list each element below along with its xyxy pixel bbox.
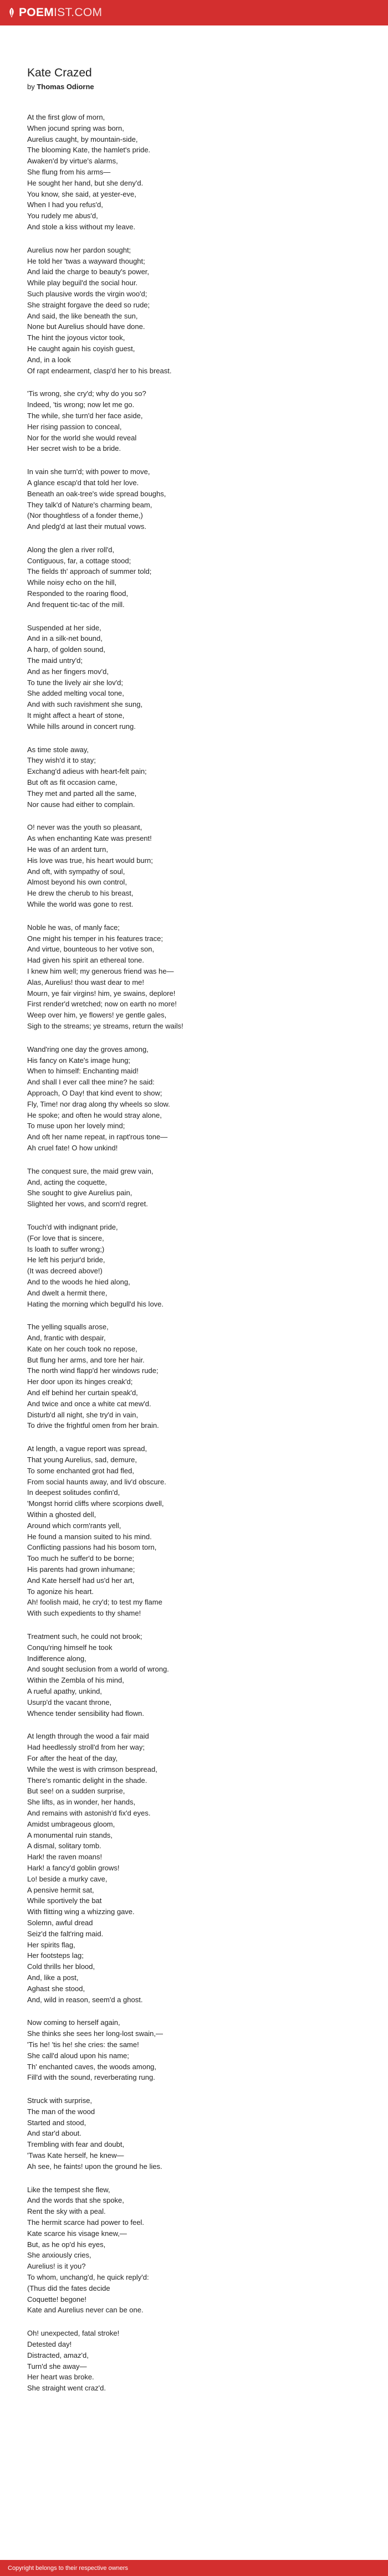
poem-line: That young Aurelius, sad, demure, xyxy=(27,1456,137,1464)
poem-line: (Thus did the fates decide xyxy=(27,2284,110,2292)
poem-line: 'Mongst horrid cliffs where scorpions dwell, xyxy=(27,1499,164,1508)
poem-line: Aurelius! is it you? xyxy=(27,2262,86,2271)
site-logo[interactable] xyxy=(8,6,102,19)
poem-line: While noisy echo on the hill, xyxy=(27,578,117,587)
poem-line: He drew the cherub to his breast, xyxy=(27,889,134,898)
poem-line: To some enchanted grot had fled, xyxy=(27,1466,134,1475)
poem-line: Kate scarce his visage knew,— xyxy=(27,2229,127,2238)
poem-line: But, as he op'd his eyes, xyxy=(27,2240,106,2249)
poem-line: She thinks she sees her long-lost swain,— xyxy=(27,2029,163,2038)
poem-line: Contiguous, far, a cottage stood; xyxy=(27,556,131,565)
poem-line: Seiz'd the falt'ring maid. xyxy=(27,1929,104,1938)
poem-line: The while, she turn'd her face aside, xyxy=(27,411,143,420)
poem-line: And elf behind her curtain speak'd, xyxy=(27,1389,138,1397)
poem-line: Kate and Aurelius never can be one. xyxy=(27,2306,144,2315)
poem-line: They wish'd it to stay; xyxy=(27,756,96,765)
poem-line: Ah cruel fate! O how unkind! xyxy=(27,1143,118,1152)
poem-line: Awaken'd by virtue's alarms, xyxy=(27,157,118,166)
poem-line: There's romantic delight in the shade. xyxy=(27,1776,147,1785)
poem-line: The blooming Kate, the hamlet's pride. xyxy=(27,146,151,155)
poem-line: A pensive hermit sat, xyxy=(27,1885,94,1894)
stanza xyxy=(27,1222,388,1309)
poem-line: She added melting vocal tone, xyxy=(27,689,124,698)
poem-line: And in a silk-net bound, xyxy=(27,634,103,643)
poem-line: As when enchanting Kate was present! xyxy=(27,834,152,843)
poem-line: Alas, Aurelius! thou wast dear to me! xyxy=(27,978,144,986)
poem-line: (It was decreed above!) xyxy=(27,1267,103,1276)
poem-line: 'Twas Kate herself, he knew— xyxy=(27,2151,124,2160)
quill-pen-icon xyxy=(8,7,16,18)
poem-line: Solemn, awful dread xyxy=(27,1918,93,1927)
poem-line: He left his perjur'd bride, xyxy=(27,1256,105,1264)
poem-line: But see! on a sudden surprise, xyxy=(27,1787,125,1796)
poem-line: Ah! foolish maid, he cry'd; to test my flame xyxy=(27,1598,162,1607)
stanza xyxy=(27,2095,388,2172)
poem-line: To whom, unchang'd, he quick reply'd: xyxy=(27,2273,149,2282)
poem-line: He told her 'twas a wayward thought; xyxy=(27,256,145,265)
poem-line: She straight went craz'd. xyxy=(27,2384,106,2393)
poem-line: Oh! unexpected, fatal stroke! xyxy=(27,2329,120,2338)
poem-line: Aghast she stood, xyxy=(27,1984,85,1993)
poem-line: And the words that she spoke, xyxy=(27,2196,124,2205)
poem-line: Of rapt endearment, clasp'd her to his breast. xyxy=(27,366,172,375)
poem-line: Almost beyond his own control, xyxy=(27,878,127,887)
poem-line: From social haunts away, and liv'd obscure. xyxy=(27,1477,166,1486)
poem-line: To muse upon her lovely mind; xyxy=(27,1122,125,1130)
poem-line: And said, the like beneath the sun, xyxy=(27,311,138,320)
poem-container xyxy=(0,25,388,2394)
poem-line: Hark! the raven moans! xyxy=(27,1853,103,1862)
poem-line: And oft, with sympathy of soul, xyxy=(27,867,125,876)
poem-line: And shall I ever call thee mine? he said: xyxy=(27,1078,155,1087)
poem-line: The fields th' approach of summer told; xyxy=(27,567,152,576)
footer xyxy=(0,2560,388,2576)
stanza xyxy=(27,922,388,1032)
stanza xyxy=(27,245,388,377)
poem-line: Ah see, he faints! upon the ground he lies. xyxy=(27,2162,162,2171)
poem-line: To tune the lively air she lov'd; xyxy=(27,678,124,687)
copyright-text: Copyright belongs to their respective owners xyxy=(8,2564,129,2572)
poem-line: As time stole away, xyxy=(27,745,89,754)
poem-line: Weep over him, ye flowers! ye gentle gales, xyxy=(27,1011,167,1020)
poem-line: He was of an ardent turn, xyxy=(27,845,108,854)
poem-line: Fill'd with the sound, reverberating rung. xyxy=(27,2073,155,2082)
stanza xyxy=(27,112,388,233)
poem-line: The hermit scarce had power to feel. xyxy=(27,2218,144,2227)
poem-line: The conquest sure, the maid grew vain, xyxy=(27,1166,154,1175)
poem-line: Aurelius now her pardon sought; xyxy=(27,245,131,254)
poem-line: To drive the frightful omen from her brain. xyxy=(27,1421,159,1430)
poem-line: His parents had grown inhumane; xyxy=(27,1565,135,1574)
poem-line: Conflicting passions had his bosom torn, xyxy=(27,1543,157,1552)
poem-line: Trembling with fear and doubt, xyxy=(27,2140,125,2149)
poem-line: Within the Zembla of his mind, xyxy=(27,1676,124,1685)
poem-line: For after the heat of the day, xyxy=(27,1754,118,1762)
poem-line: Treatment such, he could not brook; xyxy=(27,1632,142,1641)
author-link[interactable]: Thomas Odiorne xyxy=(37,83,94,91)
stanza xyxy=(27,623,388,732)
poem-line: While play beguil'd the social hour. xyxy=(27,279,138,287)
poem-line: Indeed, 'tis wrong; now let me go. xyxy=(27,400,135,409)
poem-line: She anxiously cries, xyxy=(27,2251,91,2260)
poem-line: And Kate herself had us'd her art, xyxy=(27,1576,135,1585)
poem-line: When to himself: Enchanting maid! xyxy=(27,1067,139,1076)
stanza xyxy=(27,744,388,810)
poem-line: And with such ravishment she sung, xyxy=(27,700,143,709)
poem-line: At the first glow of morn, xyxy=(27,113,105,121)
poem-line: Touch'd with indignant pride, xyxy=(27,1222,118,1231)
poem-line: None but Aurelius should have done. xyxy=(27,322,145,331)
poem-line: At length, a vague report was spread, xyxy=(27,1444,147,1453)
poem-line: And twice and once a white cat mew'd. xyxy=(27,1399,151,1408)
poem-line: While hills around in concert rung. xyxy=(27,722,136,731)
poem-line: Such plausive words the virgin woo'd; xyxy=(27,289,147,298)
poem-line: He found a mansion suited to his mind. xyxy=(27,1532,152,1541)
poem-line: She straight forgave the deed so rude; xyxy=(27,300,150,309)
poem-line: And, wild in reason, seem'd a ghost. xyxy=(27,1995,143,2004)
poem-line: Fly, Time! nor drag along thy wheels so slow. xyxy=(27,1099,170,1108)
stanza xyxy=(27,1044,388,1154)
poem-line: The yelling squalls arose, xyxy=(27,1323,109,1331)
poem-line: At length through the wood a fair maid xyxy=(27,1732,149,1741)
poem-line: Lo! beside a murky cave, xyxy=(27,1874,108,1883)
poem-line: Her secret wish to be a bride. xyxy=(27,444,121,453)
poem-line: Kate on her couch took no repose, xyxy=(27,1344,137,1353)
poem-line: Along the glen a river roll'd, xyxy=(27,545,115,554)
poem-line: Detested day! xyxy=(27,2340,72,2349)
poem-line: Her spirits flag, xyxy=(27,1940,75,1949)
poem-line: (For love that is sincere, xyxy=(27,1233,104,1242)
poem-line: Mourn, ye fair virgins! him, ye swains, deplore! xyxy=(27,989,176,998)
poem-line: His fancy on Kate's image hung; xyxy=(27,1056,131,1065)
poem-line: She sought to give Aurelius pain, xyxy=(27,1189,132,1197)
poem-line: Conqu'ring himself he took xyxy=(27,1643,113,1652)
poem-line: First render'd wretched; now on earth no more! xyxy=(27,1000,177,1009)
poem-line: A rueful apathy, unkind, xyxy=(27,1687,102,1695)
poem-line: Her rising passion to conceal, xyxy=(27,422,122,431)
poem-line: One might his temper in his features trace; xyxy=(27,934,163,943)
poem-line: While the world was gone to rest. xyxy=(27,900,134,908)
stanza xyxy=(27,1443,388,1619)
stanza xyxy=(27,2184,388,2316)
poem-line: Slighted her vows, and scorn'd regret. xyxy=(27,1200,148,1209)
poem-line: And pledg'd at last their mutual vows. xyxy=(27,522,146,531)
poem-line: In deepest solitudes confin'd, xyxy=(27,1488,120,1497)
top-bar xyxy=(0,0,388,25)
poem-line: Around which corm'rants yell, xyxy=(27,1521,121,1530)
poem-line: A glance escap'd that told her love. xyxy=(27,478,139,487)
poem-line: She call'd aloud upon his name; xyxy=(27,2051,129,2060)
poem-line: While sportively the bat xyxy=(27,1896,102,1905)
poem-line: Wand'ring one day the groves among, xyxy=(27,1045,149,1053)
poem-line: And, in a look xyxy=(27,355,71,364)
poem-line: Beneath an oak-tree's wide spread boughs, xyxy=(27,489,166,498)
poem-line: Too much he suffer'd to be borne; xyxy=(27,1554,135,1563)
poem-line: His love was true, his heart would burn; xyxy=(27,856,153,865)
poem-line: Within a ghosted dell, xyxy=(27,1510,96,1519)
poem-line: And virtue, bounteous to her votive son, xyxy=(27,945,155,954)
poem-line: Had given his spirit an ethereal tone. xyxy=(27,956,145,965)
poem-line: He sought her hand, but she deny'd. xyxy=(27,178,144,187)
poem-line: And star'd about. xyxy=(27,2129,81,2138)
poem-line: Amidst umbrageous gloom, xyxy=(27,1819,115,1828)
poem-line: And dwelt a hermit there, xyxy=(27,1288,108,1297)
stanza xyxy=(27,1731,388,2005)
poem-line: Like the tempest she flew, xyxy=(27,2185,110,2194)
poem-line: She lifts, as in wonder, her hands, xyxy=(27,1798,136,1807)
poem-line: He caught again his coyish guest, xyxy=(27,344,135,353)
poem-line: Usurp'd the vacant throne, xyxy=(27,1698,112,1706)
poem-line: (Nor thoughtless of a fonder theme,) xyxy=(27,511,143,520)
by-label: by xyxy=(27,83,35,91)
poem-line: You rudely me abus'd, xyxy=(27,212,98,220)
byline xyxy=(27,83,388,91)
poem-line: Aurelius caught, by mountain-side, xyxy=(27,135,138,143)
poem-line: O! never was the youth so pleasant, xyxy=(27,823,142,832)
poem-line: Suspended at her side, xyxy=(27,623,101,632)
poem-line: And, like a post, xyxy=(27,1973,79,1982)
poem-line: And remains with astonish'd fix'd eyes. xyxy=(27,1808,151,1817)
poem-line: I knew him well; my generous friend was he— xyxy=(27,966,174,975)
poem-line: Indifference along, xyxy=(27,1654,86,1663)
poem-line: And to the woods he hied along, xyxy=(27,1277,130,1286)
stanza xyxy=(27,544,388,610)
poem-line: Is loath to suffer wrong;) xyxy=(27,1245,105,1253)
poem-line: Her door upon its hinges creak'd; xyxy=(27,1377,133,1386)
poem-line: A monumental ruin stands, xyxy=(27,1831,113,1839)
poem-line: When I had you refus'd, xyxy=(27,200,103,209)
poem-line: Started and stood, xyxy=(27,2118,86,2127)
poem-line: Noble he was, of manly face; xyxy=(27,923,120,932)
poem-line: They talk'd of Nature's charming beam, xyxy=(27,500,152,509)
poem-line: Hark! a fancy'd goblin grows! xyxy=(27,1863,120,1872)
stanza xyxy=(27,466,388,532)
poem-line: To agonize his heart. xyxy=(27,1587,94,1596)
poem-line: And laid the charge to beauty's power, xyxy=(27,268,150,276)
poem-line: And sought seclusion from a world of wrong. xyxy=(27,1665,169,1674)
poem-line: Disturb'd all night, she try'd in vain, xyxy=(27,1410,139,1419)
poem-line: And frequent tic-tac of the mill. xyxy=(27,600,125,609)
poem-line: While the west is with crimson bespread, xyxy=(27,1765,157,1773)
poem-line: Nor for the world she would reveal xyxy=(27,433,137,442)
poem-line: Sigh to the streams; ye streams, return the wails! xyxy=(27,1021,183,1030)
stanza xyxy=(27,2017,388,2083)
stanza xyxy=(27,822,388,909)
poem-line: When jocund spring was born, xyxy=(27,124,124,132)
stanza xyxy=(27,1166,388,1210)
poem-line: A harp, of golden sound, xyxy=(27,645,105,654)
poem-line: It might affect a heart of stone, xyxy=(27,711,125,720)
stanza xyxy=(27,1631,388,1719)
poem-line: And stole a kiss without my leave. xyxy=(27,222,136,231)
stanza xyxy=(27,1322,388,1431)
poem-body xyxy=(27,112,388,2394)
poem-line: But oft as fit occasion came, xyxy=(27,778,118,787)
stanza xyxy=(27,388,388,454)
poem-title: Kate Crazed xyxy=(27,66,92,79)
poem-line: Struck with surprise, xyxy=(27,2096,93,2105)
poem-line: Turn'd she away— xyxy=(27,2362,87,2371)
poem-line: Exchang'd adieus with heart-felt pain; xyxy=(27,767,147,776)
poem-line: Th' enchanted caves, the woods among, xyxy=(27,2062,157,2071)
poem-line: Nor cause had either to complain. xyxy=(27,800,135,809)
poem-line: Rent the sky with a peal. xyxy=(27,2207,106,2216)
poem-line: Distracted, amaz'd, xyxy=(27,2351,89,2359)
poem-line: Her footsteps lag; xyxy=(27,1951,84,1960)
poem-line: Coquette! begone! xyxy=(27,2295,86,2304)
poem-line: You know, she said, at yester-eve, xyxy=(27,189,136,198)
poem-line: And, acting the coquette, xyxy=(27,1178,107,1186)
poem-line: Hating the morning which begull'd his love. xyxy=(27,1299,164,1308)
poem-line: Responded to the roaring flood, xyxy=(27,589,129,598)
poem-line: The north wind flapp'd her windows rude; xyxy=(27,1366,159,1375)
poem-line: With flitting wing a whizzing gave. xyxy=(27,1907,135,1916)
poem-line: She flung from his arms— xyxy=(27,167,111,176)
stanza xyxy=(27,2328,388,2394)
poem-line: Approach, O Day! that kind event to show; xyxy=(27,1088,162,1097)
poem-line: They met and parted all the same, xyxy=(27,789,137,798)
poem-line: With such expedients to thy shame! xyxy=(27,1609,141,1618)
logo-sub-text: IST.COM xyxy=(54,6,103,19)
poem-line: The maid untry'd; xyxy=(27,656,83,665)
poem-line: And, frantic with despair, xyxy=(27,1334,106,1343)
poem-line: He spoke; and often he would stray alone, xyxy=(27,1110,162,1119)
poem-line: In vain she turn'd; with power to move, xyxy=(27,467,150,476)
poem-line: And as her fingers mov'd, xyxy=(27,667,109,676)
logo-main-text: POEM xyxy=(19,6,54,19)
poem-line: A dismal, solitary tomb. xyxy=(27,1842,101,1850)
poem-line: The man of the wood xyxy=(27,2107,95,2116)
poem-line: Her heart was broke. xyxy=(27,2373,94,2382)
poem-line: And oft her name repeat, in rapt'rous tone— xyxy=(27,1133,168,1142)
poem-line: 'Tis he! 'tis he! she cries: the same! xyxy=(27,2040,139,2049)
poem-line: The hint the joyous victor took, xyxy=(27,333,125,342)
poem-line: Whence tender sensibility had flown. xyxy=(27,1709,145,1718)
poem-line: But flung her arms, and tore her hair. xyxy=(27,1355,145,1364)
poem-line: Cold thrills her blood, xyxy=(27,1962,95,1971)
poem-line: Had heedlessly stroll'd from her way; xyxy=(27,1743,145,1752)
poem-line: Now coming to herself again, xyxy=(27,2018,120,2027)
poem-line: 'Tis wrong, she cry'd; why do you so? xyxy=(27,389,146,398)
